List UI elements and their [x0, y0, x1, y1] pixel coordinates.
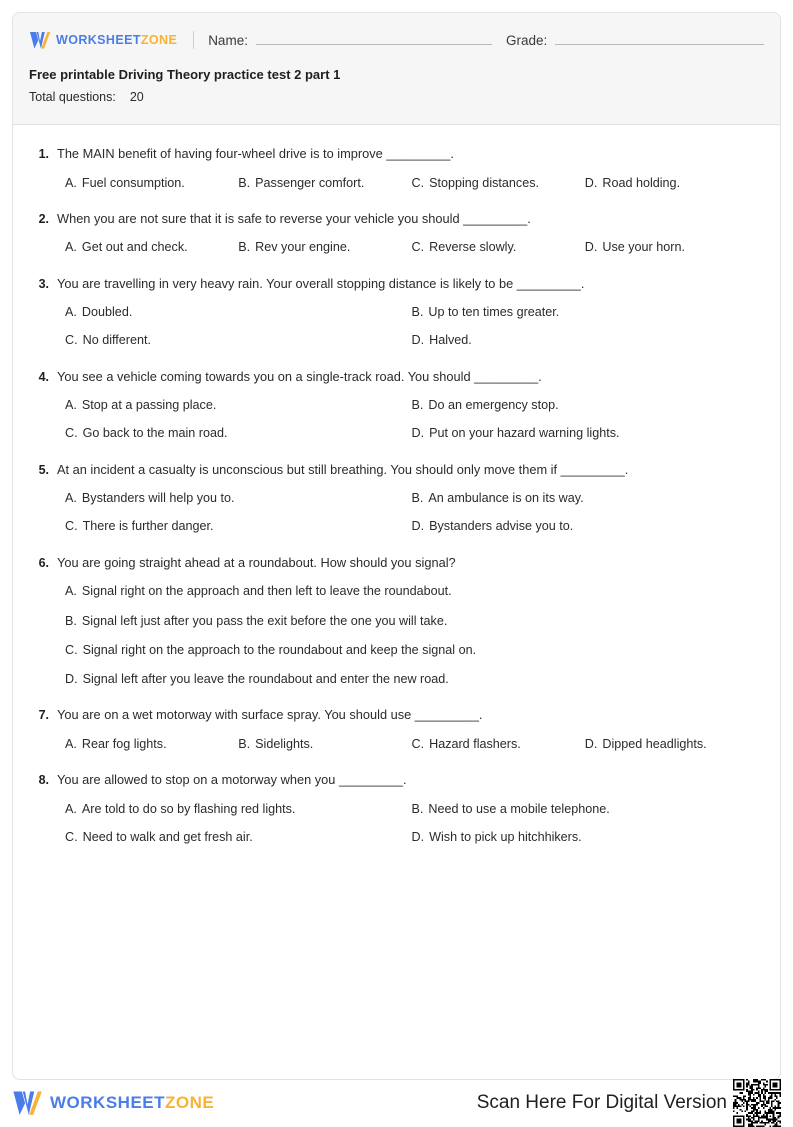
question-item — [35, 461, 758, 536]
worksheet-header — [13, 13, 780, 125]
question-item — [35, 368, 758, 443]
footer-brand-logo-text — [50, 1093, 214, 1113]
question-stem — [35, 706, 758, 725]
answer-options — [35, 396, 758, 443]
answer-option-letter: B. — [411, 801, 424, 816]
answer-option-letter: D. — [411, 519, 425, 534]
answer-option-letter: D. — [411, 426, 425, 441]
answer-option-text: Stopping distances. — [429, 175, 540, 190]
answer-option-letter: A. — [65, 801, 77, 816]
answer-option-text: No different. — [82, 333, 151, 348]
answer-option-letter: C. — [65, 519, 78, 534]
answer-option[interactable] — [65, 489, 412, 507]
answer-option-text: Signal right on the approach and then left to leave the roundabout. — [81, 584, 452, 599]
answer-option[interactable] — [65, 517, 412, 535]
total-questions-label: Total questions: — [29, 89, 116, 104]
answer-option-text: Wish to pick up hitchhikers. — [429, 829, 582, 844]
answer-option-text: Hazard flashers. — [429, 736, 521, 751]
total-questions-row — [29, 90, 764, 104]
answer-option-text: Stop at a passing place. — [81, 398, 217, 413]
page-title: Free printable Driving Theory practice test 2 part 1 — [29, 67, 341, 82]
answer-options — [35, 489, 758, 536]
answer-option-text: Bystanders will help you to. — [81, 491, 235, 506]
question-number: 8. — [38, 773, 49, 788]
answer-option[interactable] — [65, 303, 412, 321]
answer-option-letter: C. — [65, 642, 78, 657]
question-text: The MAIN benefit of having four-wheel drive is to improve _________. — [57, 146, 454, 161]
answer-option[interactable] — [412, 238, 585, 256]
answer-option-text: Rear fog lights. — [81, 736, 167, 751]
header-divider — [193, 31, 194, 49]
answer-option-letter: D. — [65, 672, 78, 687]
answer-option-text: Put on your hazard warning lights. — [429, 426, 620, 441]
answer-option-text: Halved. — [429, 333, 472, 348]
question-stem — [35, 771, 758, 790]
answer-option-letter: A. — [65, 240, 77, 255]
answer-option[interactable] — [65, 331, 412, 349]
answer-option[interactable] — [412, 303, 759, 321]
answer-option-letter: D. — [411, 829, 425, 844]
answer-options — [35, 800, 758, 847]
answer-option-letter: A. — [65, 491, 77, 506]
answer-option-text: Fuel consumption. — [81, 175, 185, 190]
answer-option[interactable] — [65, 670, 758, 688]
answer-option-text: Do an emergency stop. — [428, 398, 559, 413]
answer-option-text: Signal left after you leave the roundabout and enter the new road. — [82, 672, 449, 687]
answer-options — [35, 582, 758, 688]
answer-option-letter: D. — [584, 736, 598, 751]
answer-options — [35, 303, 758, 350]
answer-option-letter: A. — [65, 305, 77, 320]
answer-option-letter: D. — [411, 333, 425, 348]
answer-option-text: Need to walk and get fresh air. — [82, 829, 253, 844]
answer-option-text: Road holding. — [602, 175, 681, 190]
footer-brand-logo — [12, 1090, 214, 1117]
answer-option-text: Use your horn. — [602, 240, 685, 255]
answer-option[interactable] — [65, 612, 758, 630]
answer-option-letter: B. — [411, 398, 424, 413]
answer-option-letter: C. — [411, 736, 425, 751]
answer-option-text: Need to use a mobile telephone. — [428, 801, 610, 816]
worksheet-zone-footer-logo-icon — [12, 1090, 43, 1117]
answer-option[interactable] — [412, 800, 759, 818]
question-number: 3. — [38, 276, 49, 291]
footer-brand-name-part-2: ZONE — [165, 1093, 215, 1112]
brand-name-part-1: WORKSHEET — [56, 33, 141, 47]
answer-option-letter: B. — [238, 175, 251, 190]
brand-logo-text — [56, 33, 177, 47]
answer-option-letter: A. — [65, 584, 77, 599]
answer-option[interactable] — [65, 828, 412, 846]
question-stem — [35, 368, 758, 387]
answer-option-letter: B. — [411, 305, 424, 320]
question-item — [35, 706, 758, 753]
name-field-label: Name: — [208, 32, 248, 48]
answer-option-letter: C. — [65, 829, 78, 844]
grade-field-label: Grade: — [506, 32, 548, 48]
answer-option-text: Passenger comfort. — [255, 175, 365, 190]
answer-option-letter: B. — [238, 736, 251, 751]
answer-options — [35, 238, 758, 256]
answer-option[interactable] — [238, 174, 411, 192]
question-item — [35, 554, 758, 689]
answer-option-text: Doubled. — [81, 305, 133, 320]
worksheet-card — [12, 12, 781, 1080]
answer-option-letter: D. — [584, 240, 598, 255]
header-title-block — [13, 57, 780, 104]
answer-option-letter: D. — [584, 175, 598, 190]
worksheet-zone-logo-icon — [29, 31, 51, 50]
answer-option-letter: C. — [65, 333, 78, 348]
question-text: You are on a wet motorway with surface spray. You should use _________. — [57, 707, 483, 723]
answer-option-text: Bystanders advise you to. — [429, 519, 574, 534]
answer-option[interactable] — [65, 582, 758, 600]
question-number: 4. — [38, 369, 49, 384]
answer-option[interactable] — [65, 800, 412, 818]
answer-option-letter: A. — [65, 736, 77, 751]
question-item — [35, 275, 758, 350]
answer-option-text: Signal right on the approach to the roundabout and keep the signal on. — [82, 642, 477, 657]
answer-option-letter: A. — [65, 398, 77, 413]
question-item — [35, 771, 758, 846]
answer-option[interactable] — [238, 735, 411, 753]
answer-option[interactable] — [412, 424, 759, 442]
answer-option-letter: A. — [65, 175, 77, 190]
questions-list — [13, 125, 780, 846]
brand-logo — [29, 31, 177, 50]
answer-option-letter: C. — [411, 175, 425, 190]
answer-option[interactable] — [585, 174, 758, 192]
brand-name-part-2: ZONE — [140, 33, 178, 47]
answer-options — [35, 174, 758, 192]
name-field-writing-line[interactable] — [256, 33, 492, 45]
answer-option-letter: B. — [238, 240, 251, 255]
question-number: 7. — [38, 708, 49, 723]
answer-option[interactable] — [412, 735, 585, 753]
question-item — [35, 210, 758, 257]
answer-option-letter: B. — [65, 613, 77, 628]
question-number: 6. — [38, 555, 49, 570]
answer-option[interactable] — [65, 174, 238, 192]
question-stem — [35, 210, 758, 229]
answer-option-text: Rev your engine. — [255, 240, 351, 255]
question-text: You are travelling in very heavy rain. Your overall stopping distance is likely to be _________. — [57, 275, 585, 291]
answer-option[interactable] — [412, 174, 585, 192]
answer-option[interactable] — [412, 517, 759, 535]
answer-option[interactable] — [412, 396, 759, 414]
answer-option-text: Get out and check. — [81, 240, 188, 255]
answer-option-letter: C. — [411, 240, 425, 255]
header-identity-row — [13, 13, 780, 57]
question-stem — [35, 461, 758, 480]
answer-option[interactable] — [412, 828, 759, 846]
question-number: 2. — [38, 211, 49, 226]
question-stem — [35, 145, 758, 164]
answer-option[interactable] — [65, 424, 412, 442]
scan-here-text: Scan Here For Digital Version — [476, 1092, 727, 1113]
answer-option[interactable] — [412, 331, 759, 349]
answer-option[interactable] — [585, 238, 758, 256]
answer-option-text: Sidelights. — [255, 736, 314, 751]
scan-section — [477, 1079, 781, 1127]
grade-field[interactable] — [506, 33, 764, 48]
answer-option[interactable] — [65, 396, 412, 414]
answer-option-text: Up to ten times greater. — [428, 305, 560, 320]
page-footer — [12, 1084, 781, 1122]
answer-option-text: There is further danger. — [82, 519, 214, 534]
question-text: You are going straight ahead at a roundabout. How should you signal? — [57, 554, 456, 570]
footer-brand-name-part-1: WORKSHEET — [50, 1093, 165, 1112]
question-text: At an incident a casualty is unconscious but still breathing. You should only move them if _________. — [57, 461, 629, 477]
answer-option-letter: C. — [65, 426, 78, 441]
answer-option-text: An ambulance is on its way. — [428, 491, 584, 506]
question-number: 5. — [38, 462, 49, 477]
total-questions-value: 20 — [129, 89, 144, 104]
question-stem — [35, 554, 758, 573]
answer-option[interactable] — [65, 238, 238, 256]
answer-option[interactable] — [65, 641, 758, 659]
answer-option-text: Go back to the main road. — [82, 426, 228, 441]
question-text: You see a vehicle coming towards you on a single-track road. You should _________. — [57, 368, 542, 384]
answer-option[interactable] — [238, 238, 411, 256]
answer-option-text: Are told to do so by flashing red lights. — [81, 801, 296, 816]
answer-options — [35, 735, 758, 753]
question-item — [35, 145, 758, 192]
answer-option-text: Dipped headlights. — [602, 736, 707, 751]
grade-field-writing-line[interactable] — [555, 33, 764, 45]
answer-option[interactable] — [412, 489, 759, 507]
answer-option-letter: B. — [411, 491, 424, 506]
question-number: 1. — [38, 147, 49, 161]
answer-option-text: Signal left just after you pass the exit before the one you will take. — [81, 613, 448, 628]
name-field[interactable] — [208, 33, 492, 48]
qr-code-icon[interactable] — [733, 1079, 781, 1127]
question-stem — [35, 275, 758, 294]
answer-option-text: Reverse slowly. — [429, 240, 517, 255]
answer-option[interactable] — [585, 735, 758, 753]
question-text: When you are not sure that it is safe to reverse your vehicle you should _________. — [57, 210, 531, 226]
answer-option[interactable] — [65, 735, 238, 753]
question-text: You are allowed to stop on a motorway when you _________. — [57, 772, 407, 788]
